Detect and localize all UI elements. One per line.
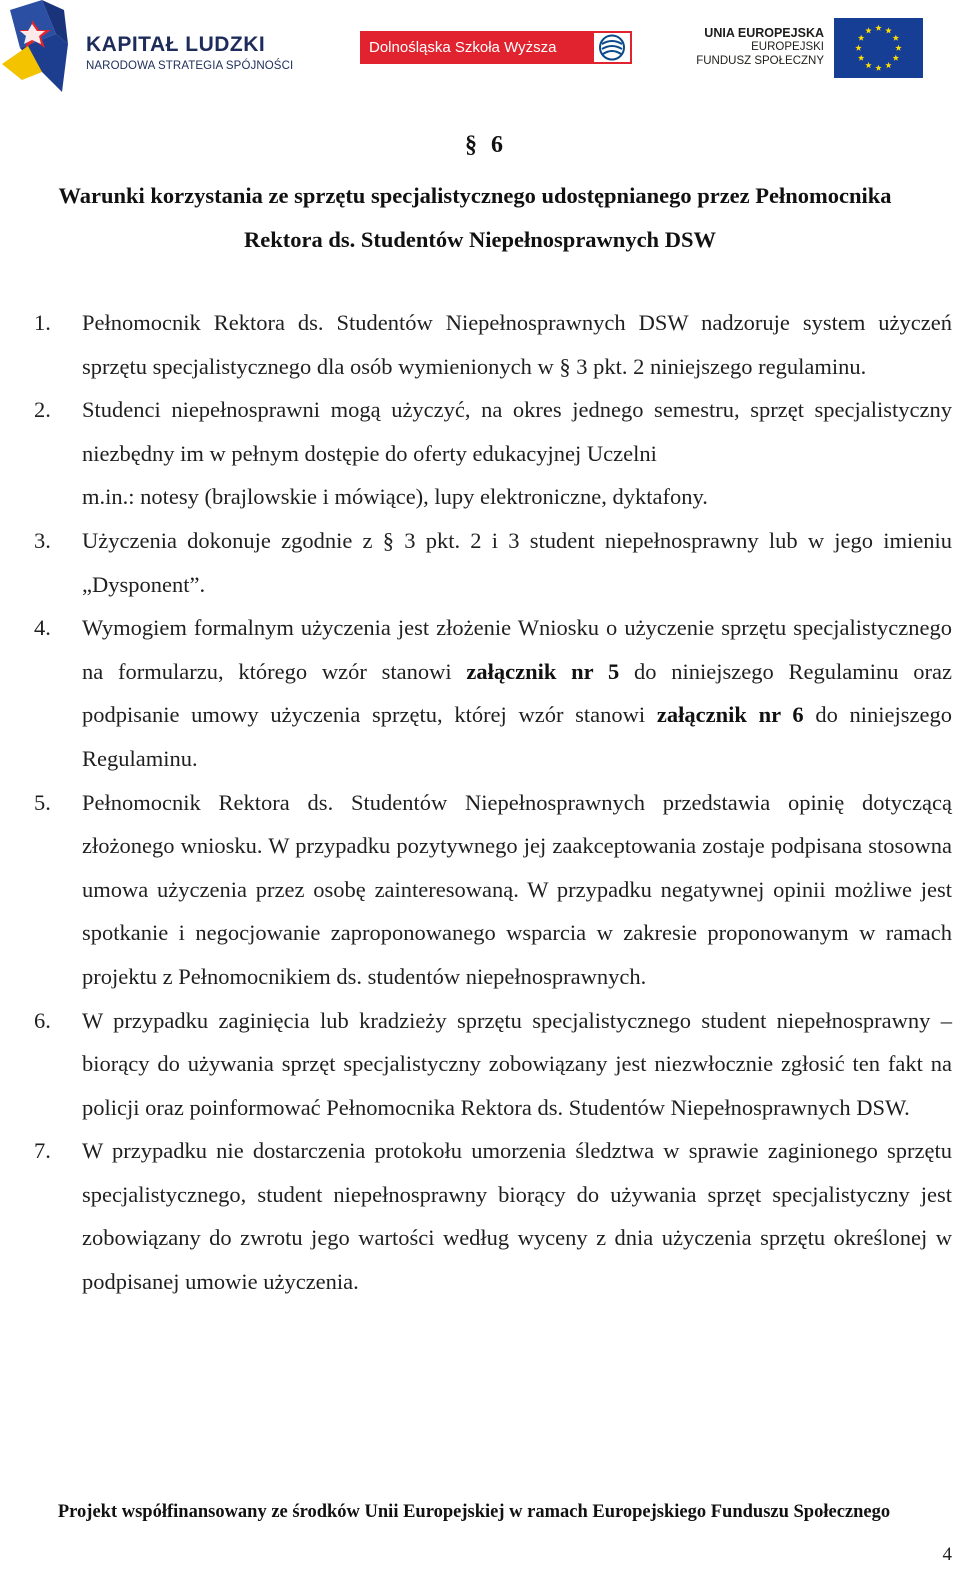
eu-logo-text [696,26,824,68]
list-item [28,606,952,780]
item-number: 5. [34,789,51,815]
kapital-ludzki-title: KAPITAŁ LUDZKI [86,33,266,56]
attachment-5-reference: załącznik nr 5 [466,658,620,684]
eu-line-3: FUNDUSZ SPOŁECZNY [696,55,824,67]
section-symbol: § [465,132,477,158]
item-text: W przypadku zaginięcia lub kradzieży sprzętu specjalistycznego student niepełnosprawny – biorący do używania sprzęt specjalistyczny zobowiązany jest niezwłocznie zgłosić ten fakt na policji oraz poinformować Pełnomocnika Rektora ds. Studentów Niepełnosprawnych DSW. [82,1007,952,1120]
regulation-list [28,301,952,1304]
item-text: Pełnomocnik Rektora ds. Studentów Niepełnosprawnych DSW nadzoruje system użyczeń sprzętu specjalistycznego dla osób wymienionych w § 3 pkt. 2 niniejszego regulaminu. [82,310,952,379]
list-item [28,999,952,1130]
kapital-ludzki-logo [2,0,302,96]
section-title [0,174,960,262]
section-title-line-2: Rektora ds. Studentów Niepełnosprawnych DSW [244,227,716,252]
kapital-ludzki-subtitle: NARODOWA STRATEGIA SPÓJNOŚCI [86,60,294,72]
item-text: Użyczenia dokonuje zgodnie z § 3 pkt. 2 i 3 student niepełnosprawny lub w jego imieniu „Dysponent”. [82,527,952,597]
eu-logo [698,16,928,80]
dsw-name: Dolnośląska Szkoła Wyższa [369,39,557,56]
list-item [28,1129,952,1303]
page-header [0,0,960,100]
kapital-ludzki-star-icon [2,0,84,96]
dsw-logo [360,31,632,64]
list-item [28,301,952,388]
footer-funding-note: Projekt współfinansowany ze środków Unii Europejskiej w ramach Europejskiego Funduszu Społecznego [57,1502,891,1522]
item-text-continued: do niniejszego Regulaminu oraz podpisanie umowy użyczenia sprzętu, której wzór stanowi [82,658,953,728]
item-number: 2. [34,397,51,423]
item-text-continued: m.in.: notesy (brajlowskie i mówiące), lupy elektroniczne, dyktafony. [82,484,708,510]
list-item [28,388,952,519]
item-number: 3. [34,527,51,553]
item-number: 6. [34,1007,51,1033]
item-text: W przypadku nie dostarczenia protokołu umorzenia śledztwa w sprawie zaginionego sprzętu specjalistycznego, student niepełnosprawny biorący do używania sprzęt specjalistyczny jest zobowiązany do zwrotu jego wartości według wyceny z dnia użyczenia sprzętu określonej w podpisanej umowie użyczenia. [82,1138,952,1295]
item-text: Studenci niepełnosprawni mogą użyczyć, na okres jednego semestru, sprzęt specjalistyczny niezbędny im w pełnym dostępie do oferty edukacyjnej Uczelni [82,397,952,466]
item-text-end: do niniejszego Regulaminu. [82,702,952,771]
item-number: 1. [34,310,51,335]
section-number-value: 6 [491,132,503,158]
section-title-line-1: Warunki korzystania ze sprzętu specjalistycznego udostępnianego przez Pełnomocnika [58,183,892,208]
section-number [0,132,960,159]
item-text: Pełnomocnik Rektora ds. Studentów Niepełnosprawnych przedstawia opinię dotyczącą złożonego wniosku. W przypadku pozytywnego jej zaakceptowania zostaje podpisana stosowna umowa użyczenia przez osobę zainteresowaną. W przypadku negatywnej opinii możliwe jest spotkanie i negocjowanie zaproponowanego wsparcia w zakresie proponowanym w ramach projektu z Pełnomocnikiem ds. studentów niepełnosprawnych. [82,789,952,989]
dsw-emblem-icon [592,31,632,64]
item-number: 7. [34,1138,51,1164]
eu-line-1: UNIA EUROPEJSKA [704,26,824,40]
eu-line-2: EUROPEJSKI [751,41,824,53]
list-item [28,781,952,999]
eu-flag-icon [834,18,923,78]
attachment-6-reference: załącznik nr 6 [656,702,804,728]
list-item [28,519,952,606]
item-text: Wymogiem formalnym użyczenia jest złożenie Wniosku o użyczenie sprzętu specjalistycznego na formularzu, którego wzór stanowi [82,615,952,684]
item-number: 4. [34,615,51,641]
page-number: 4 [942,1544,952,1565]
